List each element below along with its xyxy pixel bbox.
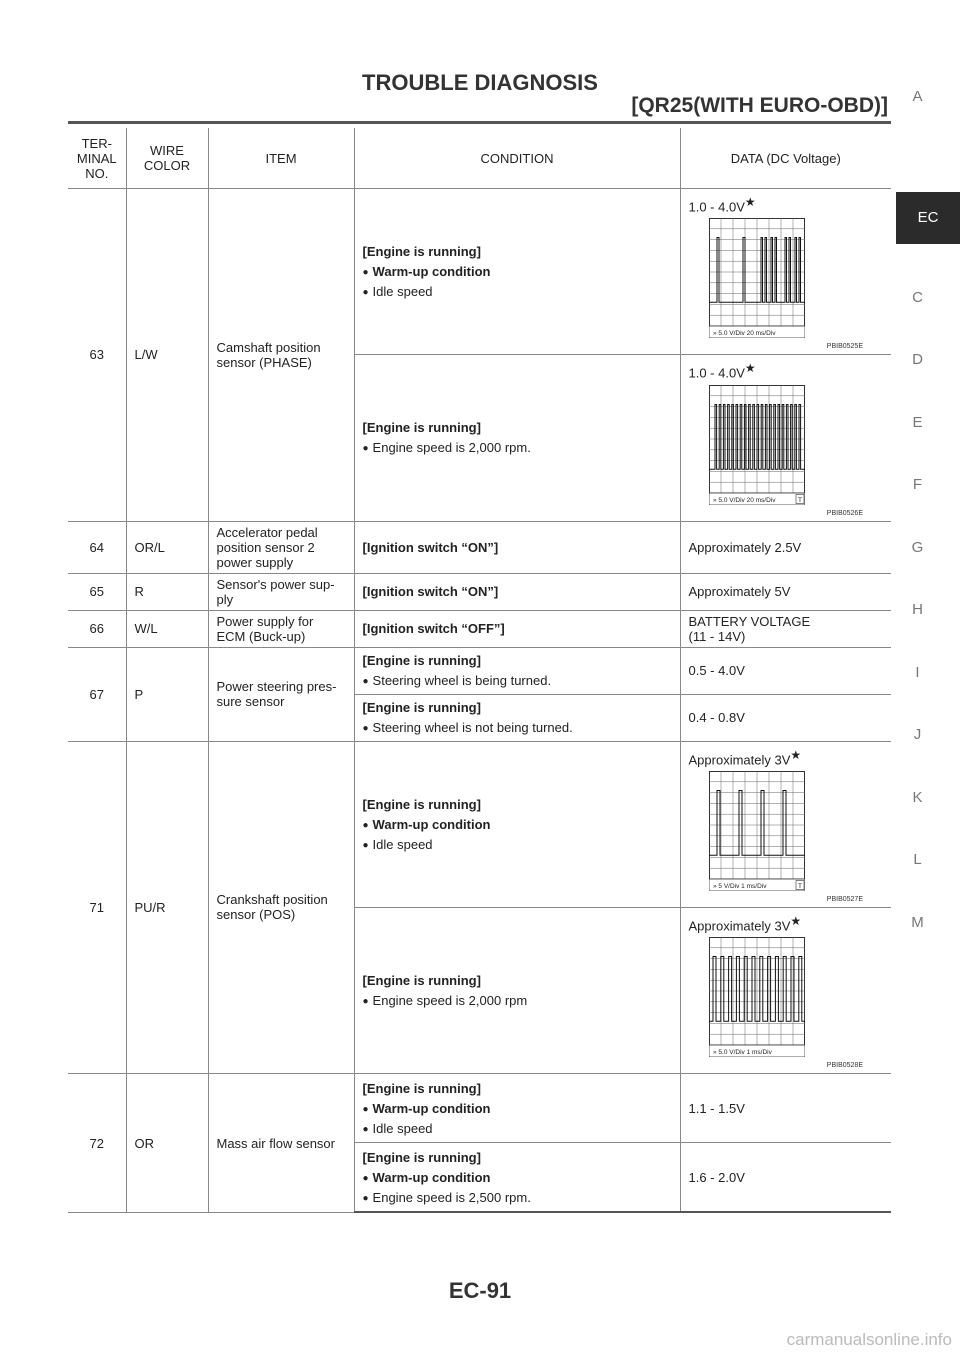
cell-item: Mass air flow sensor (208, 1074, 354, 1213)
voltage-value: 0.5 - 4.0V (688, 663, 745, 679)
star-icon: ★ (790, 747, 802, 762)
condition-bullet: ● Idle speed (363, 1121, 672, 1136)
condition-bullet: ● Warm-up condition (363, 264, 672, 279)
condition-heading: [Engine is running] (362, 973, 481, 989)
condition-bullet: ● Engine speed is 2,500 rpm. (363, 1190, 672, 1205)
condition-bullet: ● Idle speed (363, 284, 672, 299)
side-tab-j[interactable]: J (913, 726, 922, 743)
svg-text:» 5 V/Div 1 ms/Div: » 5 V/Div 1 ms/Div (712, 882, 766, 890)
voltage-value: Approximately 3V★ (688, 747, 802, 767)
cell-condition (354, 1074, 680, 1143)
column-header: DATA (DC Voltage) (680, 128, 891, 189)
cell-wire: P (126, 647, 208, 741)
cell-item: Accelerator pedal position sensor 2 power supply (208, 521, 354, 573)
cell-item: Power supply for ECM (Buck-up) (208, 610, 354, 647)
svg-text:T: T (797, 882, 802, 890)
svg-text:T: T (797, 496, 802, 504)
condition-heading: [Ignition switch “ON”] (362, 584, 499, 600)
cell-terminal: 67 (68, 647, 126, 741)
table-row (68, 741, 891, 907)
cell-item: Camshaft position sensor (PHASE) (208, 189, 354, 522)
oscilloscope-waveform (709, 937, 805, 1057)
figure-code: PBIB0525E (826, 343, 863, 351)
cell-condition (354, 610, 680, 647)
voltage-value: 1.0 - 4.0V★ (688, 195, 756, 215)
column-header: ITEM (208, 128, 354, 189)
cell-item: Crankshaft position sensor (POS) (208, 741, 354, 1074)
condition-bullet: ● Steering wheel is being turned. (363, 673, 672, 688)
watermark: carmanualsonline.info (786, 1330, 952, 1349)
star-icon: ★ (744, 361, 756, 376)
condition-heading: [Ignition switch “ON”] (362, 539, 499, 555)
cell-wire: OR/L (126, 521, 208, 573)
voltage-value: Approximately 3V★ (688, 913, 802, 934)
cell-condition (354, 189, 680, 355)
oscilloscope-waveform (709, 385, 805, 505)
condition-bullet: ● Warm-up condition (363, 817, 672, 832)
cell-condition (354, 1143, 680, 1213)
cell-data (680, 694, 891, 741)
star-icon: ★ (744, 195, 756, 209)
page-number: EC-91 (448, 1278, 512, 1303)
cell-item: Power steering pres-sure sensor (208, 647, 354, 741)
cell-terminal: 65 (68, 573, 126, 610)
condition-bullet: ● Engine speed is 2,000 rpm. (363, 440, 672, 455)
condition-bullet: ● Engine speed is 2,000 rpm (363, 993, 672, 1008)
cell-wire: R (126, 573, 208, 610)
table-row (68, 521, 891, 573)
condition-heading: [Engine is running] (362, 244, 481, 260)
table-row (68, 189, 891, 355)
header-rule (68, 121, 891, 124)
side-tab-d[interactable]: D (912, 351, 923, 368)
cell-condition (354, 907, 680, 1073)
cell-data (680, 741, 891, 907)
voltage-value: Approximately 5V (688, 584, 791, 600)
side-tab-k[interactable]: K (912, 788, 923, 806)
side-tab-e[interactable]: E (912, 413, 923, 431)
voltage-value: Approximately 2.5V (688, 539, 802, 555)
cell-data (680, 647, 891, 694)
condition-heading: [Engine is running] (362, 1080, 481, 1096)
cell-terminal: 66 (68, 610, 126, 647)
side-tab-i[interactable]: I (915, 663, 920, 681)
column-header: CONDITION (354, 128, 680, 189)
svg-text:» 5.0 V/Div 20 ms/Div: » 5.0 V/Div 20 ms/Div (712, 496, 775, 504)
cell-terminal: 64 (68, 521, 126, 573)
terminal-data-table (68, 128, 891, 1213)
cell-terminal: 71 (68, 741, 126, 1074)
cell-terminal: 72 (68, 1074, 126, 1213)
page-title: TROUBLE DIAGNOSIS (362, 70, 598, 95)
side-tab-l[interactable]: L (913, 851, 922, 868)
side-tab-h[interactable]: H (912, 601, 923, 618)
condition-bullet: ● Warm-up condition (363, 1101, 672, 1116)
side-tab-ec[interactable]: EC (896, 192, 960, 244)
cell-data (680, 907, 891, 1073)
cell-item: Sensor's power sup-ply (208, 573, 354, 610)
cell-data (680, 1143, 891, 1213)
star-icon: ★ (790, 913, 802, 928)
figure-code: PBIB0527E (826, 895, 863, 903)
cell-condition (354, 355, 680, 521)
condition-bullet: ● Idle speed (363, 837, 672, 852)
cell-data (680, 573, 891, 610)
svg-text:» 5.0 V/Div 20 ms/Div: » 5.0 V/Div 20 ms/Div (712, 330, 775, 338)
voltage-value: 1.1 - 1.5V (688, 1100, 745, 1116)
oscilloscope-waveform (709, 218, 805, 338)
table-header-row (68, 128, 891, 189)
cell-condition (354, 521, 680, 573)
cell-terminal: 63 (68, 189, 126, 522)
condition-heading: [Engine is running] (362, 796, 481, 812)
cell-condition (354, 694, 680, 741)
cell-wire: PU/R (126, 741, 208, 1074)
condition-bullet: ● Warm-up condition (363, 1170, 672, 1185)
cell-wire: W/L (126, 610, 208, 647)
voltage-value: 1.6 - 2.0V (688, 1169, 745, 1185)
page-subtitle: [QR25(WITH EURO-OBD)] (631, 94, 888, 117)
svg-text:» 5.0 V/Div 1 ms/Div: » 5.0 V/Div 1 ms/Div (712, 1049, 772, 1057)
figure-code: PBIB0528E (826, 1062, 863, 1070)
cell-wire: L/W (126, 189, 208, 522)
figure-code: PBIB0526E (826, 509, 863, 517)
side-tab-c[interactable]: C (912, 288, 923, 306)
side-tab-f[interactable]: F (912, 476, 923, 493)
table-row (68, 573, 891, 610)
condition-heading: [Engine is running] (362, 700, 481, 716)
voltage-value: BATTERY VOLTAGE (11 - 14V) (688, 613, 811, 644)
side-tab-m[interactable]: M (911, 913, 924, 931)
side-tab-g[interactable]: G (911, 538, 924, 556)
table-row (68, 1074, 891, 1143)
cell-wire: OR (126, 1074, 208, 1213)
voltage-value: 0.4 - 0.8V (688, 710, 745, 726)
condition-bullet: ● Steering wheel is not being turned. (363, 720, 672, 735)
condition-heading: [Engine is running] (362, 420, 481, 436)
condition-heading: [Engine is running] (362, 1149, 481, 1165)
column-header: TER- MINAL NO. (68, 128, 126, 189)
side-tab-a[interactable]: A (912, 88, 923, 105)
cell-condition (354, 741, 680, 907)
column-header: WIRE COLOR (126, 128, 208, 189)
table-row (68, 647, 891, 694)
cell-data (680, 189, 891, 355)
voltage-value: 1.0 - 4.0V★ (688, 361, 756, 381)
cell-data (680, 355, 891, 521)
cell-data (680, 521, 891, 573)
cell-data (680, 610, 891, 647)
oscilloscope-waveform (709, 771, 805, 891)
cell-data (680, 1074, 891, 1143)
cell-condition (354, 647, 680, 694)
table-row (68, 610, 891, 647)
condition-heading: [Engine is running] (362, 653, 481, 669)
condition-heading: [Ignition switch “OFF”] (362, 621, 505, 637)
cell-condition (354, 573, 680, 610)
